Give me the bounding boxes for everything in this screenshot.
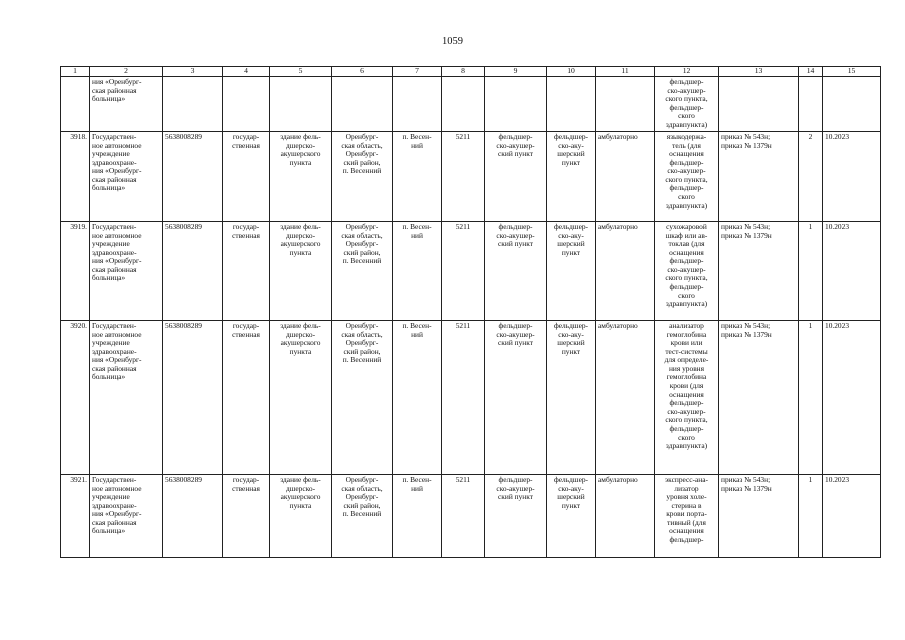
cell-equipment: фельдшер- ско-акушер- ского пункта, фельдшер- ского здравпункта) bbox=[655, 77, 719, 132]
cell-building: здание фель- дшерско- акушерского пункта bbox=[270, 321, 332, 475]
cell-num: 3918. bbox=[61, 132, 90, 222]
registry-table bbox=[60, 66, 881, 558]
cell-orders: приказ № 543н; приказ № 1379н bbox=[719, 132, 799, 222]
cell-subunit: фельдшер- ско-аку- шерский пункт bbox=[547, 321, 596, 475]
column-number: 8 bbox=[442, 67, 485, 77]
column-number: 6 bbox=[332, 67, 393, 77]
cell-equipment: анализатор гемоглобина крови или тест-системы для определе- ния уровня гемоглобина крови (для оснащения фельдшер- ско-акушер- ского пункта, фельдшер- ского здравпункта) bbox=[655, 321, 719, 475]
cell-locality: п. Весен- ний bbox=[393, 222, 442, 321]
cell-unit-type: фельдшер- ско-акушер- ский пункт bbox=[485, 222, 547, 321]
cell-qty: 1 bbox=[799, 475, 823, 558]
cell-orders: приказ № 543н; приказ № 1379н bbox=[719, 321, 799, 475]
cell-building bbox=[270, 77, 332, 132]
cell-care: амбулаторно bbox=[596, 222, 655, 321]
cell-care: амбулаторно bbox=[596, 321, 655, 475]
cell-ownership: государ- ственная bbox=[223, 321, 270, 475]
column-number: 11 bbox=[596, 67, 655, 77]
cell-code: 5211 bbox=[442, 475, 485, 558]
table-row bbox=[61, 222, 881, 321]
cell-name: Государствен- ное автономное учреждение здравоохране- ния «Оренбург- ская районная больница» bbox=[90, 222, 163, 321]
column-number: 5 bbox=[270, 67, 332, 77]
cell-orders: приказ № 543н; приказ № 1379н bbox=[719, 222, 799, 321]
cell-equipment: сухожаровой шкаф или ав- токлав (для оснащения фельдшер- ско-акушер- ского пункта, фельдшер- ского здравпункта) bbox=[655, 222, 719, 321]
cell-address: Оренбург- ская область, Оренбург- ский район, п. Весенний bbox=[332, 475, 393, 558]
cell-ownership bbox=[223, 77, 270, 132]
column-number: 2 bbox=[90, 67, 163, 77]
cell-code: 5211 bbox=[442, 321, 485, 475]
table-row bbox=[61, 475, 881, 558]
column-number: 12 bbox=[655, 67, 719, 77]
cell-care bbox=[596, 77, 655, 132]
cell-date: 10.2023 bbox=[823, 321, 881, 475]
cell-inn: 5638008289 bbox=[163, 222, 223, 321]
cell-subunit: фельдшер- ско-аку- шерский пункт bbox=[547, 132, 596, 222]
cell-inn: 5638008289 bbox=[163, 475, 223, 558]
cell-num: 3921. bbox=[61, 475, 90, 558]
cell-locality bbox=[393, 77, 442, 132]
cell-equipment: экспресс-ана- лизатор уровня холе- стерина в крови порта- тивный (для оснащения фельдшер- bbox=[655, 475, 719, 558]
cell-unit-type: фельдшер- ско-акушер- ский пункт bbox=[485, 132, 547, 222]
cell-name: Государствен- ное автономное учреждение здравоохране- ния «Оренбург- ская районная больница» bbox=[90, 321, 163, 475]
page-number: 1059 bbox=[442, 36, 463, 47]
cell-date: 10.2023 bbox=[823, 222, 881, 321]
column-number: 15 bbox=[823, 67, 881, 77]
cell-date: 10.2023 bbox=[823, 132, 881, 222]
column-number: 9 bbox=[485, 67, 547, 77]
cell-unit-type: фельдшер- ско-акушер- ский пункт bbox=[485, 321, 547, 475]
cell-code bbox=[442, 77, 485, 132]
column-number: 7 bbox=[393, 67, 442, 77]
cell-name: Государствен- ное автономное учреждение здравоохране- ния «Оренбург- ская районная больница» bbox=[90, 475, 163, 558]
cell-subunit: фельдшер- ско-аку- шерский пункт bbox=[547, 222, 596, 321]
cell-building: здание фель- дшерско- акушерского пункта bbox=[270, 475, 332, 558]
column-number: 13 bbox=[719, 67, 799, 77]
cell-date bbox=[823, 77, 881, 132]
cell-num: 3920. bbox=[61, 321, 90, 475]
cell-code: 5211 bbox=[442, 132, 485, 222]
cell-date: 10.2023 bbox=[823, 475, 881, 558]
cell-care: амбулаторно bbox=[596, 132, 655, 222]
cell-locality: п. Весен- ний bbox=[393, 132, 442, 222]
table-row bbox=[61, 77, 881, 132]
cell-qty bbox=[799, 77, 823, 132]
column-number: 3 bbox=[163, 67, 223, 77]
cell-locality: п. Весен- ний bbox=[393, 475, 442, 558]
column-number: 4 bbox=[223, 67, 270, 77]
cell-ownership: государ- ственная bbox=[223, 132, 270, 222]
table-row bbox=[61, 132, 881, 222]
cell-inn bbox=[163, 77, 223, 132]
cell-address bbox=[332, 77, 393, 132]
cell-qty: 1 bbox=[799, 321, 823, 475]
cell-address: Оренбург- ская область, Оренбург- ский район, п. Весенний bbox=[332, 132, 393, 222]
column-number: 10 bbox=[547, 67, 596, 77]
cell-name: ния «Оренбург- ская районная больница» bbox=[90, 77, 163, 132]
cell-locality: п. Весен- ний bbox=[393, 321, 442, 475]
cell-unit-type bbox=[485, 77, 547, 132]
cell-num: 3919. bbox=[61, 222, 90, 321]
cell-unit-type: фельдшер- ско-акушер- ский пункт bbox=[485, 475, 547, 558]
cell-qty: 1 bbox=[799, 222, 823, 321]
column-number: 14 bbox=[799, 67, 823, 77]
cell-orders bbox=[719, 77, 799, 132]
cell-inn: 5638008289 bbox=[163, 321, 223, 475]
cell-building: здание фель- дшерско- акушерского пункта bbox=[270, 132, 332, 222]
cell-orders: приказ № 543н; приказ № 1379н bbox=[719, 475, 799, 558]
cell-subunit bbox=[547, 77, 596, 132]
column-number: 1 bbox=[61, 67, 90, 77]
cell-ownership: государ- ственная bbox=[223, 475, 270, 558]
cell-ownership: государ- ственная bbox=[223, 222, 270, 321]
cell-address: Оренбург- ская область, Оренбург- ский район, п. Весенний bbox=[332, 321, 393, 475]
cell-subunit: фельдшер- ско-аку- шерский пункт bbox=[547, 475, 596, 558]
cell-num bbox=[61, 77, 90, 132]
cell-inn: 5638008289 bbox=[163, 132, 223, 222]
column-number-row bbox=[61, 67, 881, 77]
table-row bbox=[61, 321, 881, 475]
cell-qty: 2 bbox=[799, 132, 823, 222]
cell-care: амбулаторно bbox=[596, 475, 655, 558]
cell-equipment: языкодержа- тель (для оснащения фельдшер- ско-акушер- ского пункта, фельдшер- ского здравпункта) bbox=[655, 132, 719, 222]
cell-address: Оренбург- ская область, Оренбург- ский район, п. Весенний bbox=[332, 222, 393, 321]
cell-building: здание фель- дшерско- акушерского пункта bbox=[270, 222, 332, 321]
cell-name: Государствен- ное автономное учреждение здравоохране- ния «Оренбург- ская районная больница» bbox=[90, 132, 163, 222]
cell-code: 5211 bbox=[442, 222, 485, 321]
